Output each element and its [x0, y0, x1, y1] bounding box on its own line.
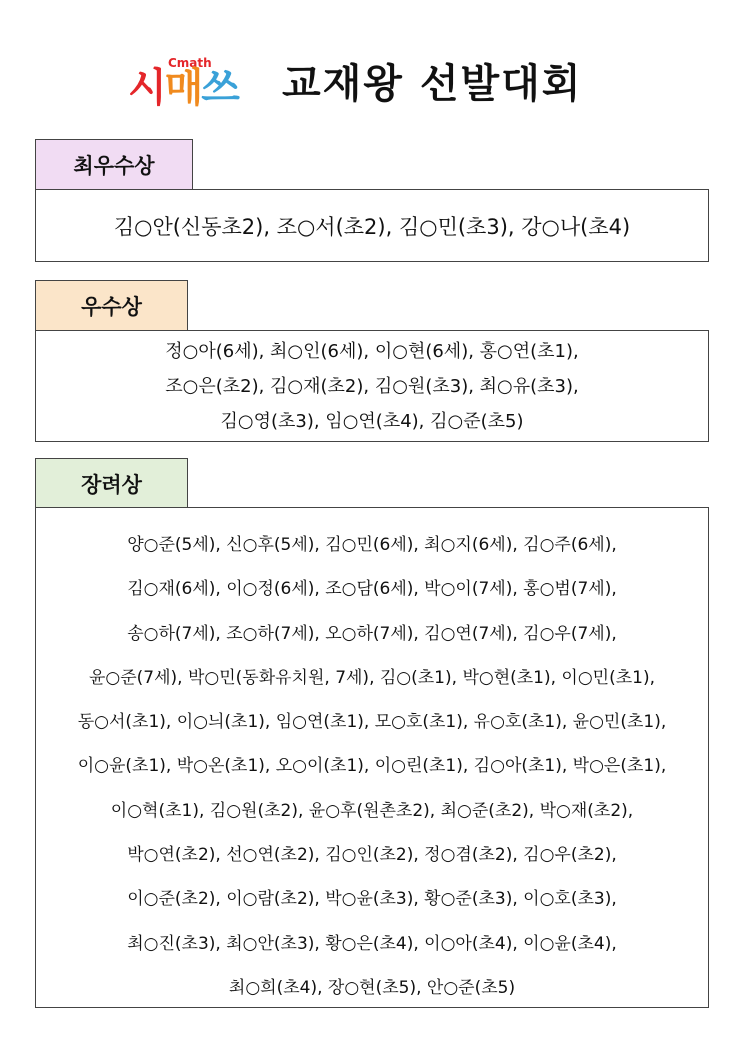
logo-part-2: 매 [164, 65, 202, 111]
excellence-award-winners [35, 330, 709, 442]
simath-logo [128, 56, 268, 112]
page-header [0, 50, 743, 120]
logo-wordmark [128, 66, 238, 110]
winner-line: 동○서(초1), 이○늬(초1), 임○연(초1), 모○호(초1), 유○호(초1), 윤○민(초1), [77, 712, 667, 733]
logo-part-1: 시 [128, 65, 165, 111]
winner-line: 김○영(초3), 임○연(초4), 김○준(초5) [220, 410, 524, 432]
logo-part-3: 쓰 [201, 65, 238, 111]
top-award-label: 최우수상 [35, 139, 193, 189]
winner-line: 송○하(7세), 조○하(7세), 오○하(7세), 김○연(7세), 김○우(7세), [127, 623, 617, 644]
winner-line: 최○희(초4), 장○현(초5), 안○준(초5) [228, 977, 516, 998]
winner-line: 이○윤(초1), 박○온(초1), 오○이(초1), 이○린(초1), 김○아(초1), 박○은(초1), [77, 756, 667, 777]
encouragement-award-winners [35, 507, 709, 1008]
winner-line: 김○안(신동초2), 조○서(초2), 김○민(초3), 강○나(초4) [113, 214, 631, 239]
page-title: 교재왕 선발대회 [282, 61, 583, 107]
logo-superscript: Cmath [168, 56, 212, 70]
winner-line: 양○준(5세), 신○후(5세), 김○민(6세), 최○지(6세), 김○주(6세), [127, 535, 617, 555]
winner-line: 조○은(초2), 김○재(초2), 김○원(초3), 최○유(초3), [165, 375, 579, 397]
winner-line: 이○준(초2), 이○람(초2), 박○윤(초3), 황○준(초3), 이○호(초3), [127, 889, 617, 910]
winner-line: 정○아(6세), 최○인(6세), 이○현(6세), 홍○연(초1), [165, 340, 579, 362]
winner-line: 박○연(초2), 선○연(초2), 김○인(초2), 정○겸(초2), 김○우(초2), [127, 845, 617, 866]
winner-line: 이○혁(초1), 김○원(초2), 윤○후(원촌초2), 최○준(초2), 박○재(초2), [110, 800, 634, 821]
winner-line: 윤○준(7세), 박○민(동화유치원, 7세), 김○(초1), 박○현(초1), 이○민(초1), [88, 667, 656, 688]
winner-line: 김○재(6세), 이○정(6세), 조○담(6세), 박○이(7세), 홍○범(7세), [127, 579, 617, 600]
encouragement-award-label: 장려상 [35, 458, 188, 508]
top-award-winners [35, 189, 709, 262]
excellence-award-label: 우수상 [35, 280, 188, 330]
winner-line: 최○진(초3), 최○안(초3), 황○은(초4), 이○아(초4), 이○윤(초4), [127, 933, 617, 954]
